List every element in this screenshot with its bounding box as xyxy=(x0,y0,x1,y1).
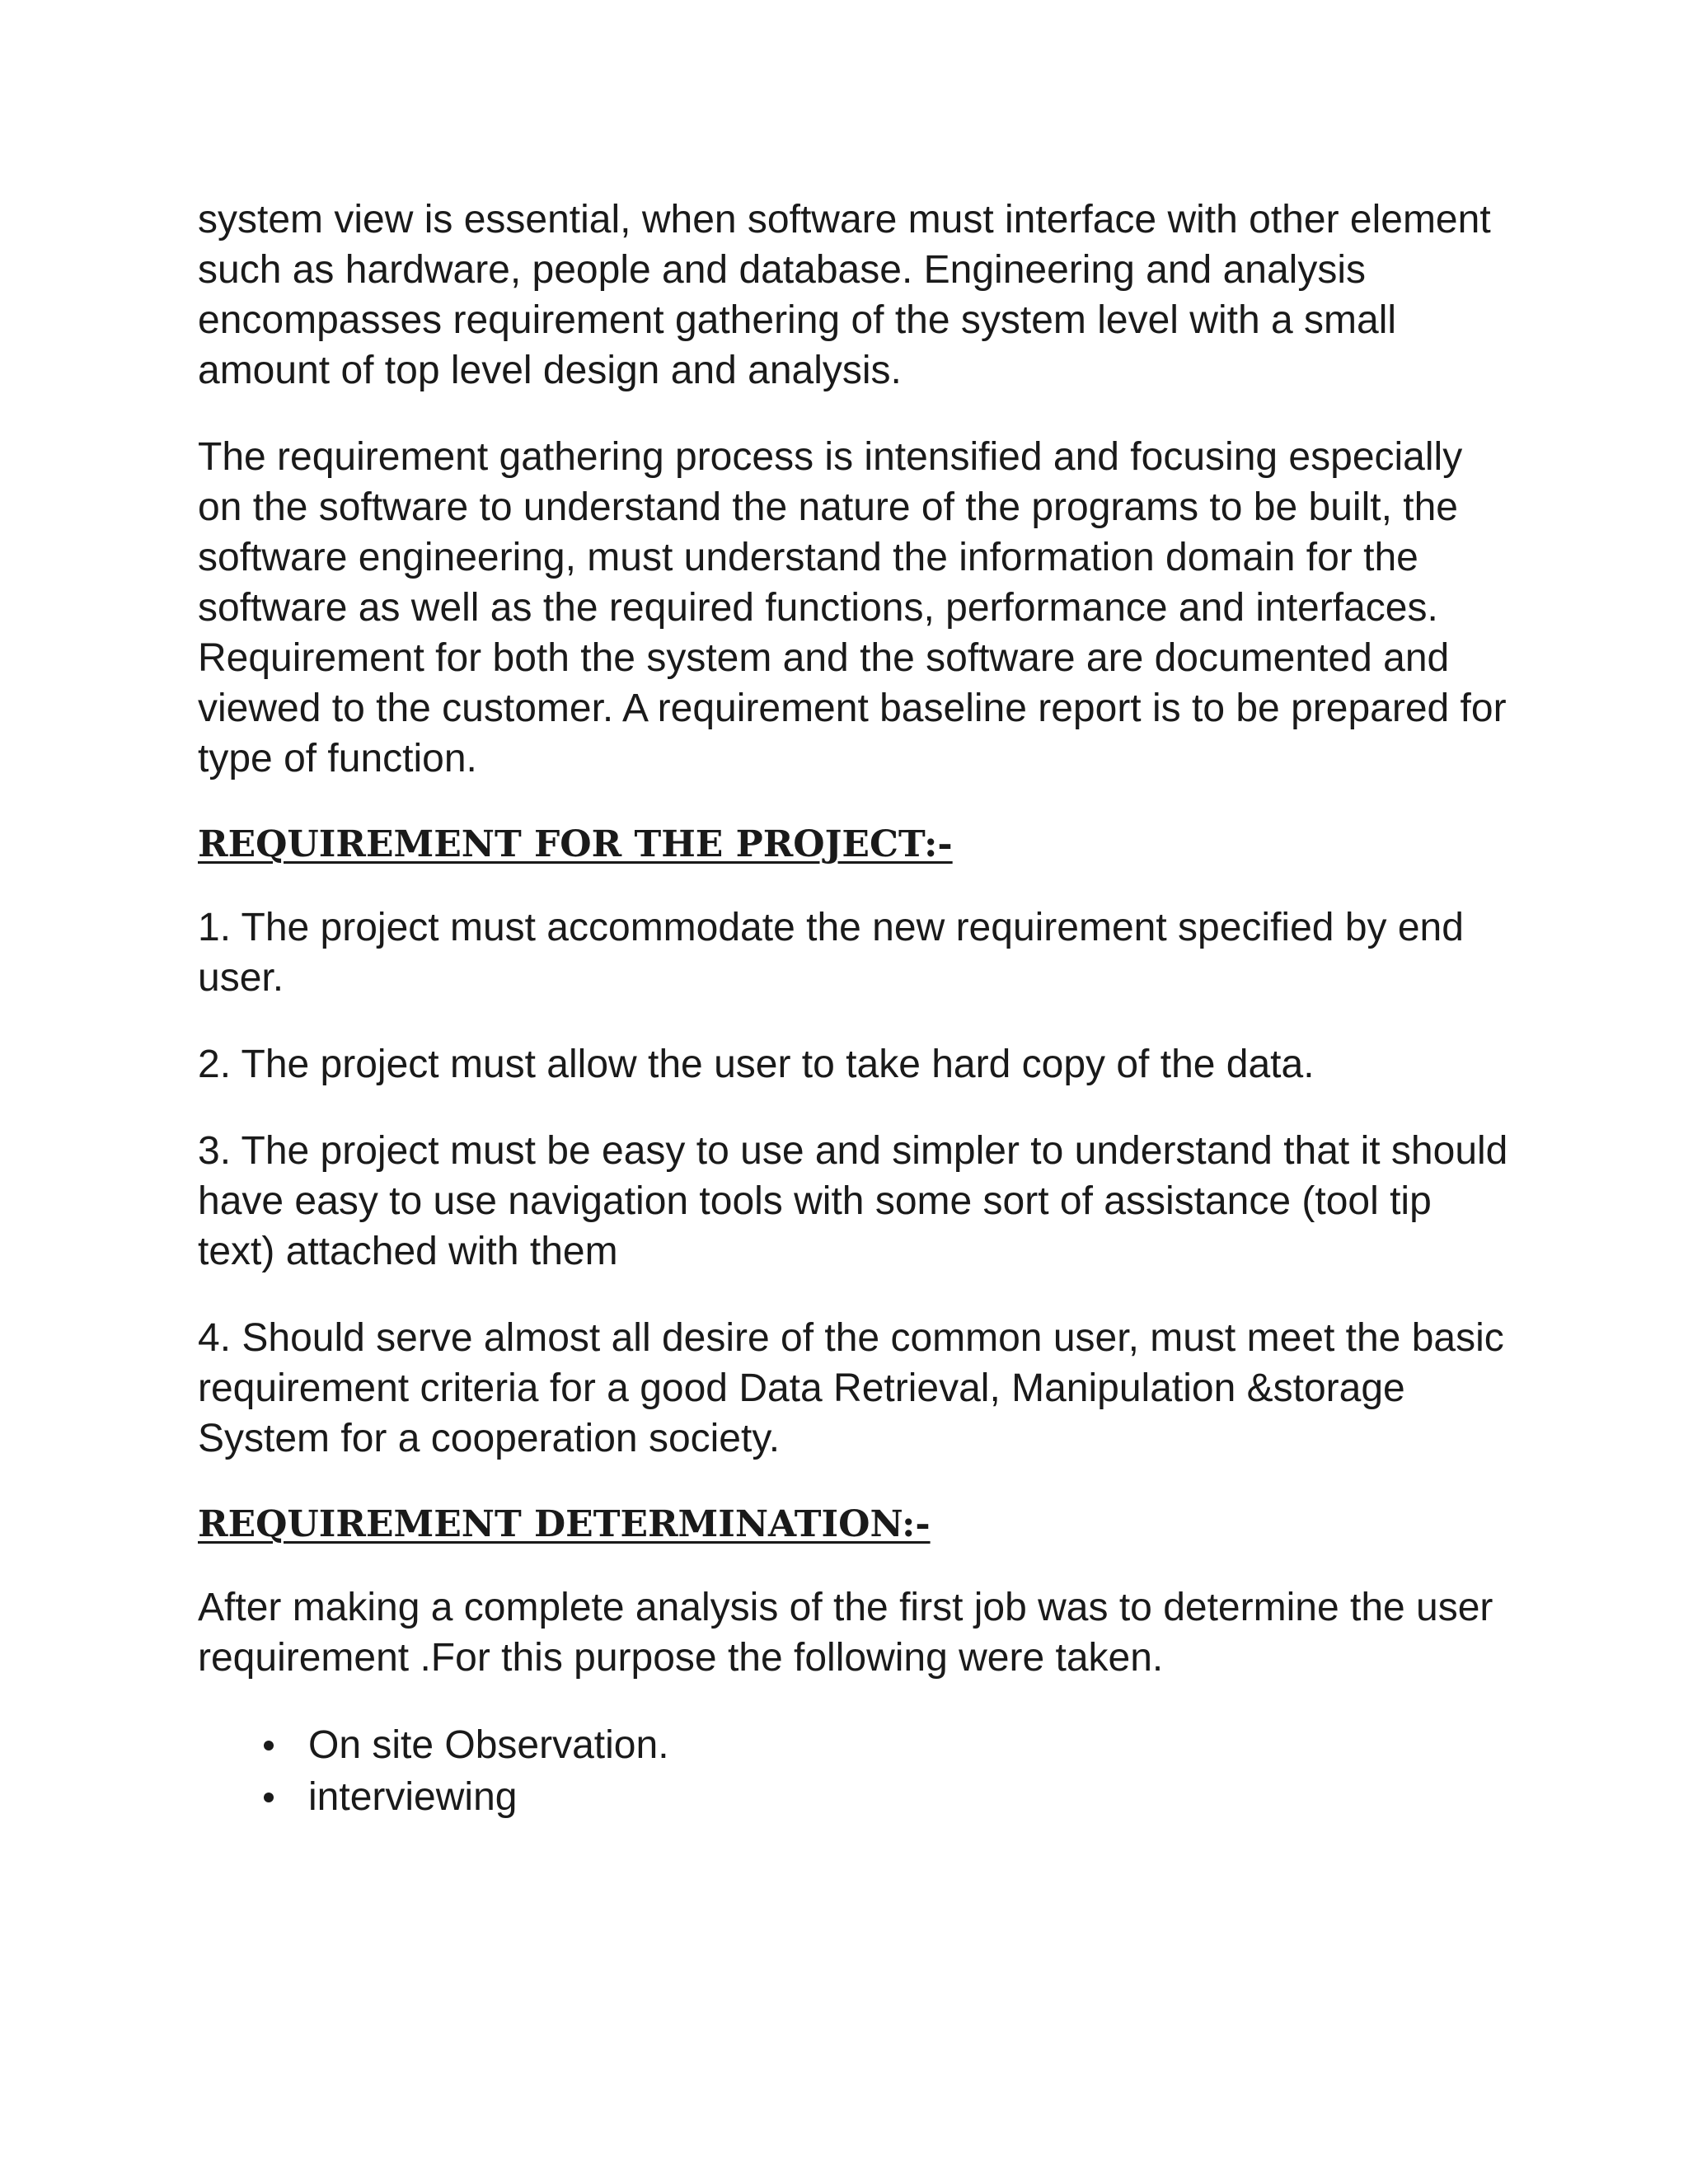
paragraph-determination-intro: After making a complete analysis of the first job was to determine the user requirement .For this purpose the following were taken. xyxy=(198,1586,1493,1680)
methods-bullet-list xyxy=(198,1719,1517,1823)
bullet-item-interviewing xyxy=(264,1771,1517,1823)
heading-requirement-determination: REQUIREMENT DETERMINATION:- xyxy=(198,1503,931,1545)
bullet-item-label: interviewing xyxy=(308,1775,518,1819)
bullet-item-observation xyxy=(264,1719,1517,1771)
bullet-dot-icon xyxy=(264,1741,274,1750)
requirement-item-1: 1. The project must accommodate the new requirement specified by end user. xyxy=(198,906,1464,1000)
bullet-dot-icon xyxy=(264,1793,274,1802)
requirement-item-2: 2. The project must allow the user to take hard copy of the data. xyxy=(198,1043,1315,1086)
paragraph-requirement-gathering: The requirement gathering process is intensified and focusing especially on the software to understand the nature of the programs to be built, the software engineering, must understand the information domain for the software as well as the required functions, performance and interfaces. Requirement for both the system and the software are documented and viewed to the customer. A requirement baseline report is to be prepared for type of function. xyxy=(198,435,1507,780)
requirement-item-3: 3. The project must be easy to use and simpler to understand that it should have easy to use navigation tools with some sort of assistance (tool tip text) attached with them xyxy=(198,1129,1508,1273)
bullet-item-label: On site Observation. xyxy=(308,1723,669,1767)
heading-requirement-for-project: REQUIREMENT FOR THE PROJECT:- xyxy=(198,823,953,865)
paragraph-system-view: system view is essential, when software must interface with other element such as hardware, people and database. Engineering and analysis encompasses requirement gathering of the system level with a small amount of top level design and analysis. xyxy=(198,198,1491,392)
document-page xyxy=(198,194,1517,1823)
requirement-item-4: 4. Should serve almost all desire of the common user, must meet the basic requirement criteria for a good Data Retrieval, Manipulation &storage System for a cooperation society. xyxy=(198,1316,1504,1460)
